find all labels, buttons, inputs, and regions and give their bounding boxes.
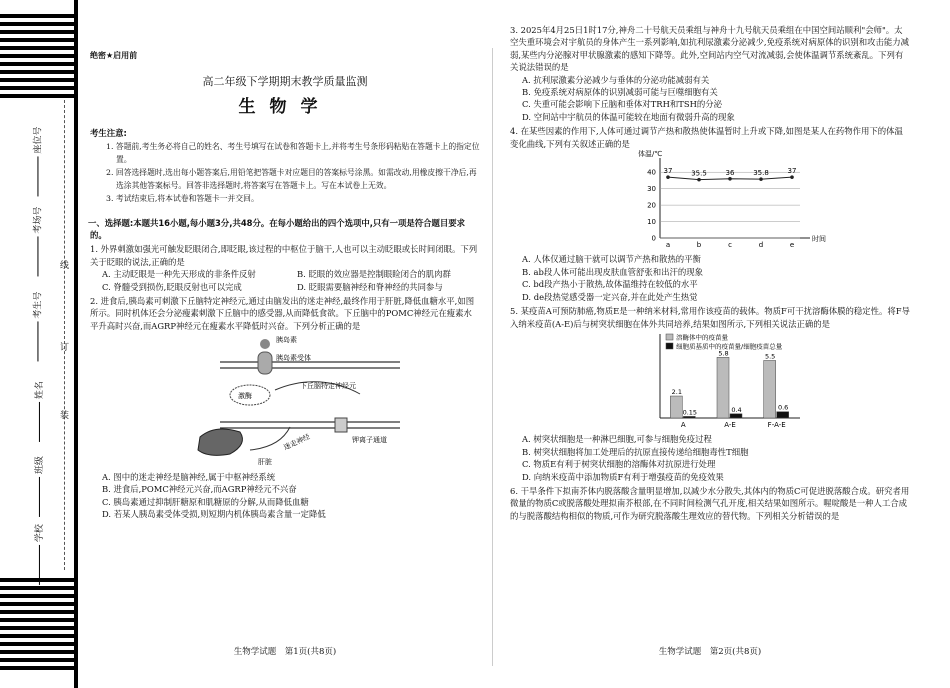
legend-swatch xyxy=(666,343,673,349)
option-a[interactable]: A. 图中的迷走神经是脑神经,属于中枢神经系统 xyxy=(102,471,276,482)
option-c[interactable]: C. 胰岛素通过抑制肝糖原和肌糖原的分解,从而降低血糖 xyxy=(102,496,309,507)
bar-value-label: 2.1 xyxy=(671,387,683,396)
bar-value-label: 0.4 xyxy=(731,405,742,414)
left-column xyxy=(90,50,480,520)
question-stem: 4. 在某些因素的作用下,人体可通过调节产热和散热使体温暂时上升或下降,如图是某人在药物作用下的体温变化曲线,下列有关叙述正确的是 xyxy=(510,126,903,149)
y-tick-label: 20 xyxy=(647,201,656,210)
question-2 xyxy=(90,295,480,520)
exam-no-field[interactable] xyxy=(30,292,43,362)
temperature-chart xyxy=(510,150,910,250)
legend-label: 溶酶体中的疫苗量 xyxy=(676,333,728,342)
y-axis-label: 体温/℃ xyxy=(638,150,663,159)
question-6 xyxy=(510,485,910,522)
question-stem: 2. 进食后,胰岛素可刺激下丘脑特定神经元,通过由脑发出的迷走神经,最终作用于肝脏,降低血糖水平,如图所示。同时机体还会分泌瘦素刺激下丘脑中的感受器,从而降低食欲。下丘脑中的POMC神经元在瘦素水平升高时兴奋,而AGRP神经元在瘦素水平降低时兴奋。下列分析正确的是 xyxy=(90,296,475,331)
seat-field[interactable] xyxy=(30,127,43,197)
school-field[interactable] xyxy=(32,524,45,585)
insulin-molecule xyxy=(260,339,270,349)
name-field[interactable] xyxy=(32,381,45,442)
y-tick-label: 30 xyxy=(647,185,656,194)
insulin-pathway-diagram xyxy=(90,332,480,467)
question-4 xyxy=(510,125,910,303)
question-stem: 6. 干旱条件下拟南芥体内脱落酸含量明显增加,以减少水分散失,其体内的物质C可促进脱落酸合成。研究者用微量的物质C或脱落酸处理拟南芥根部,在不同时间检测气孔开度,相关结果如图所示。喔啶酸是一种人工合成的与脱落酸结构相似的物质,可作为研究脱落酸生理效应的替代物。下列相关分析错误的是 xyxy=(510,485,910,521)
x-tick-label: A-E xyxy=(724,420,736,429)
name-label: 姓名 xyxy=(34,381,45,400)
binding-strip xyxy=(0,0,78,688)
option-d[interactable]: D. 眨眼需要脑神经和脊神经的共同参与 xyxy=(297,281,443,292)
option-c[interactable]: C. 脊髓受到损伤,眨眼反射也可以完成 xyxy=(102,281,242,292)
receptor-shape xyxy=(258,352,272,374)
legend-swatch xyxy=(666,334,673,340)
option-c[interactable]: C. 失重可能会影响下丘脑和垂体对TRH和TSH的分泌 xyxy=(522,99,723,110)
liver-shape xyxy=(198,429,242,455)
question-3 xyxy=(510,24,910,123)
data-label: 35.8 xyxy=(753,169,769,178)
channel-label: 钾离子通道 xyxy=(352,436,387,445)
option-c[interactable]: C. 物质E有利于树突状细胞的溶酶体对抗原进行处理 xyxy=(522,459,716,470)
bar xyxy=(764,360,776,418)
right-column xyxy=(510,22,910,522)
data-point xyxy=(697,178,701,182)
liver-label: 肝脏 xyxy=(258,458,272,467)
data-point xyxy=(666,175,670,179)
school-label: 学校 xyxy=(34,524,45,543)
y-tick-label: 10 xyxy=(647,218,656,227)
data-label: 35.5 xyxy=(691,169,707,178)
data-label: 36 xyxy=(725,168,735,177)
option-a[interactable]: A. 主动眨眼是一种先天形成的非条件反射 xyxy=(102,269,256,280)
option-b[interactable]: B. ab段人体可能出现皮肤血管舒张和出汗的现象 xyxy=(522,266,703,277)
notice-item: 2. 回答选择题时,选出每小题答案后,用铅笔把答题卡对应题目的答案标号涂黑。如需改动,用橡皮擦干净后,再选涂其他答案标号。回答非选择题时,将答案写在答题卡上。写在本试卷上无效。 xyxy=(106,167,477,190)
x-tick-label: A xyxy=(680,420,686,429)
option-b[interactable]: B. 进食后,POMC神经元兴奋,而AGRP神经元不兴奋 xyxy=(102,484,297,495)
option-c[interactable]: C. bd段产热小于散热,故体温维持在较低的水平 xyxy=(522,279,698,290)
x-tick-label: b xyxy=(696,241,702,250)
channel-shape xyxy=(335,418,347,432)
option-a[interactable]: A. 抗利尿激素分泌减少与垂体的分泌功能减弱有关 xyxy=(522,74,710,85)
question-stem: 3. 2025年4月25日1时17分,神舟二十号航天员乘组与神舟十九号航天员乘组在中国空间站顺利"会师"。太空失重环境会对宇航员的身体产生一系列影响,如抗利尿激素分泌减少,免疫系统对病原体的识别和攻击能力减弱,某些内分泌腺对甲状腺激素的感知下降等。此外,空间站内空气对流减弱,会使体温调节系统紊乱。下列有关说法错误的是 xyxy=(510,25,909,73)
option-a[interactable]: A. 人体仅通过脑干就可以调节产热和散热的平衡 xyxy=(522,254,701,265)
option-b[interactable]: B. 眨眼的效应器是控制眼睑闭合的肌肉群 xyxy=(297,269,451,280)
subject-title: 生物学 xyxy=(238,96,332,117)
neuron-label: 下丘脑特定神经元 xyxy=(300,382,356,391)
room-label: 考场号 xyxy=(33,206,44,234)
class-field[interactable] xyxy=(32,456,45,517)
seat-label: 座位号 xyxy=(33,126,44,154)
option-d[interactable]: D. 空间站中宇航员的体温可能较在地面有微弱升高的现象 xyxy=(522,111,735,122)
option-d[interactable]: D. de段热觉感受器一定兴奋,并在此处产生热觉 xyxy=(522,291,698,302)
x-tick-label: c xyxy=(728,241,732,250)
data-label: 37 xyxy=(787,167,797,176)
bar xyxy=(670,396,682,418)
notice-item: 3. 考试结束后,将本试卷和答题卡一并交回。 xyxy=(106,193,259,203)
bar-value-label: 0.6 xyxy=(777,403,789,412)
option-a[interactable]: A. 树突状细胞是一种淋巴细胞,可参与细胞免疫过程 xyxy=(522,434,712,445)
x-axis-label: 时间 xyxy=(812,235,826,244)
option-b[interactable]: B. 树突状细胞将加工处理后的抗原直接传递给细胞毒性T细胞 xyxy=(522,446,749,457)
data-point xyxy=(790,175,794,179)
secret-mark: 绝密★启用前 xyxy=(90,51,138,60)
x-tick-label: d xyxy=(758,241,764,250)
question-stem: 5. 某疫苗A可预防肺癌,物质E是一种纳米材料,常用作该疫苗的载体。物质F可干扰溶酶体膜的稳定性。将F导入纳米疫苗(A-E)后与树突状细胞在体外共同培养,结果如图所示,下列相关说法正确的是 xyxy=(510,306,910,329)
notice-title: 考生注意: xyxy=(90,128,127,139)
x-tick-label: e xyxy=(789,241,795,250)
bar-value-label: 0.15 xyxy=(682,408,698,417)
bar-value-label: 5.8 xyxy=(718,349,729,358)
x-tick-label: a xyxy=(665,241,671,250)
exam-no-label: 考生号 xyxy=(33,291,44,319)
bar-value-label: 5.5 xyxy=(764,352,776,361)
question-1 xyxy=(90,243,480,293)
y-tick-label: 40 xyxy=(647,168,656,177)
receptor-label: 胰岛素受体 xyxy=(276,354,311,363)
cut-mark-line: 线 xyxy=(60,261,70,271)
data-point xyxy=(728,177,732,181)
exam-title: 高二年级下学期期末教学质量监测 xyxy=(202,75,368,89)
cut-mark-staple: 订 xyxy=(60,343,70,353)
footer-left: 生物学试题 第1页(共8页) xyxy=(233,647,337,657)
section-heading: 一、选择题:本题共16小题,每小题3分,共48分。在每小题给出的四个选项中,只有一项是符合题目要求的。 xyxy=(88,217,466,241)
kinase-label: 激酶 xyxy=(238,392,252,401)
question-stem: 1. 外界刺激如强光可触发眨眼闭合,即眨眼,该过程的中枢位于脑干,人也可以主动眨眼或长时间闭眼。下列关于眨眼的说法,正确的是 xyxy=(90,244,478,267)
y-tick-label: 0 xyxy=(651,234,656,243)
cut-mark-bind: 装 xyxy=(60,411,70,421)
class-label: 班级 xyxy=(34,456,45,475)
question-5 xyxy=(510,305,910,483)
vaccine-chart xyxy=(510,330,910,430)
data-label: 37 xyxy=(663,167,673,176)
option-d[interactable]: D. 向纳米疫苗中添加物质F有利于增强疫苗的免疫效果 xyxy=(522,471,724,482)
bar xyxy=(730,414,742,418)
bar xyxy=(717,357,729,418)
bar xyxy=(777,412,789,418)
footer-right: 生物学试题 第2页(共8页) xyxy=(658,647,762,657)
option-b[interactable]: B. 免疫系统对病原体的识别减弱可能与巨噬细胞有关 xyxy=(522,87,718,98)
column-divider xyxy=(492,48,493,666)
vagus-label: 迷走神经 xyxy=(282,433,312,453)
data-point xyxy=(759,177,763,181)
insulin-label: 胰岛素 xyxy=(276,336,297,345)
notice-item: 1. 答题前,考生务必将自己的姓名、考生号填写在试卷和答题卡上,并将考生号条形码粘贴在答题卡上的指定位置。 xyxy=(106,141,480,164)
room-field[interactable] xyxy=(30,207,43,277)
x-tick-label: F-A-E xyxy=(767,420,786,429)
legend-label: 细胞质基质中的疫苗量/细胞疫苗总量 xyxy=(676,342,783,351)
option-d[interactable]: D. 若某人胰岛素受体受损,则短期内机体胰岛素含量一定降低 xyxy=(102,508,326,519)
notice-block xyxy=(90,127,480,204)
bar xyxy=(683,416,695,418)
